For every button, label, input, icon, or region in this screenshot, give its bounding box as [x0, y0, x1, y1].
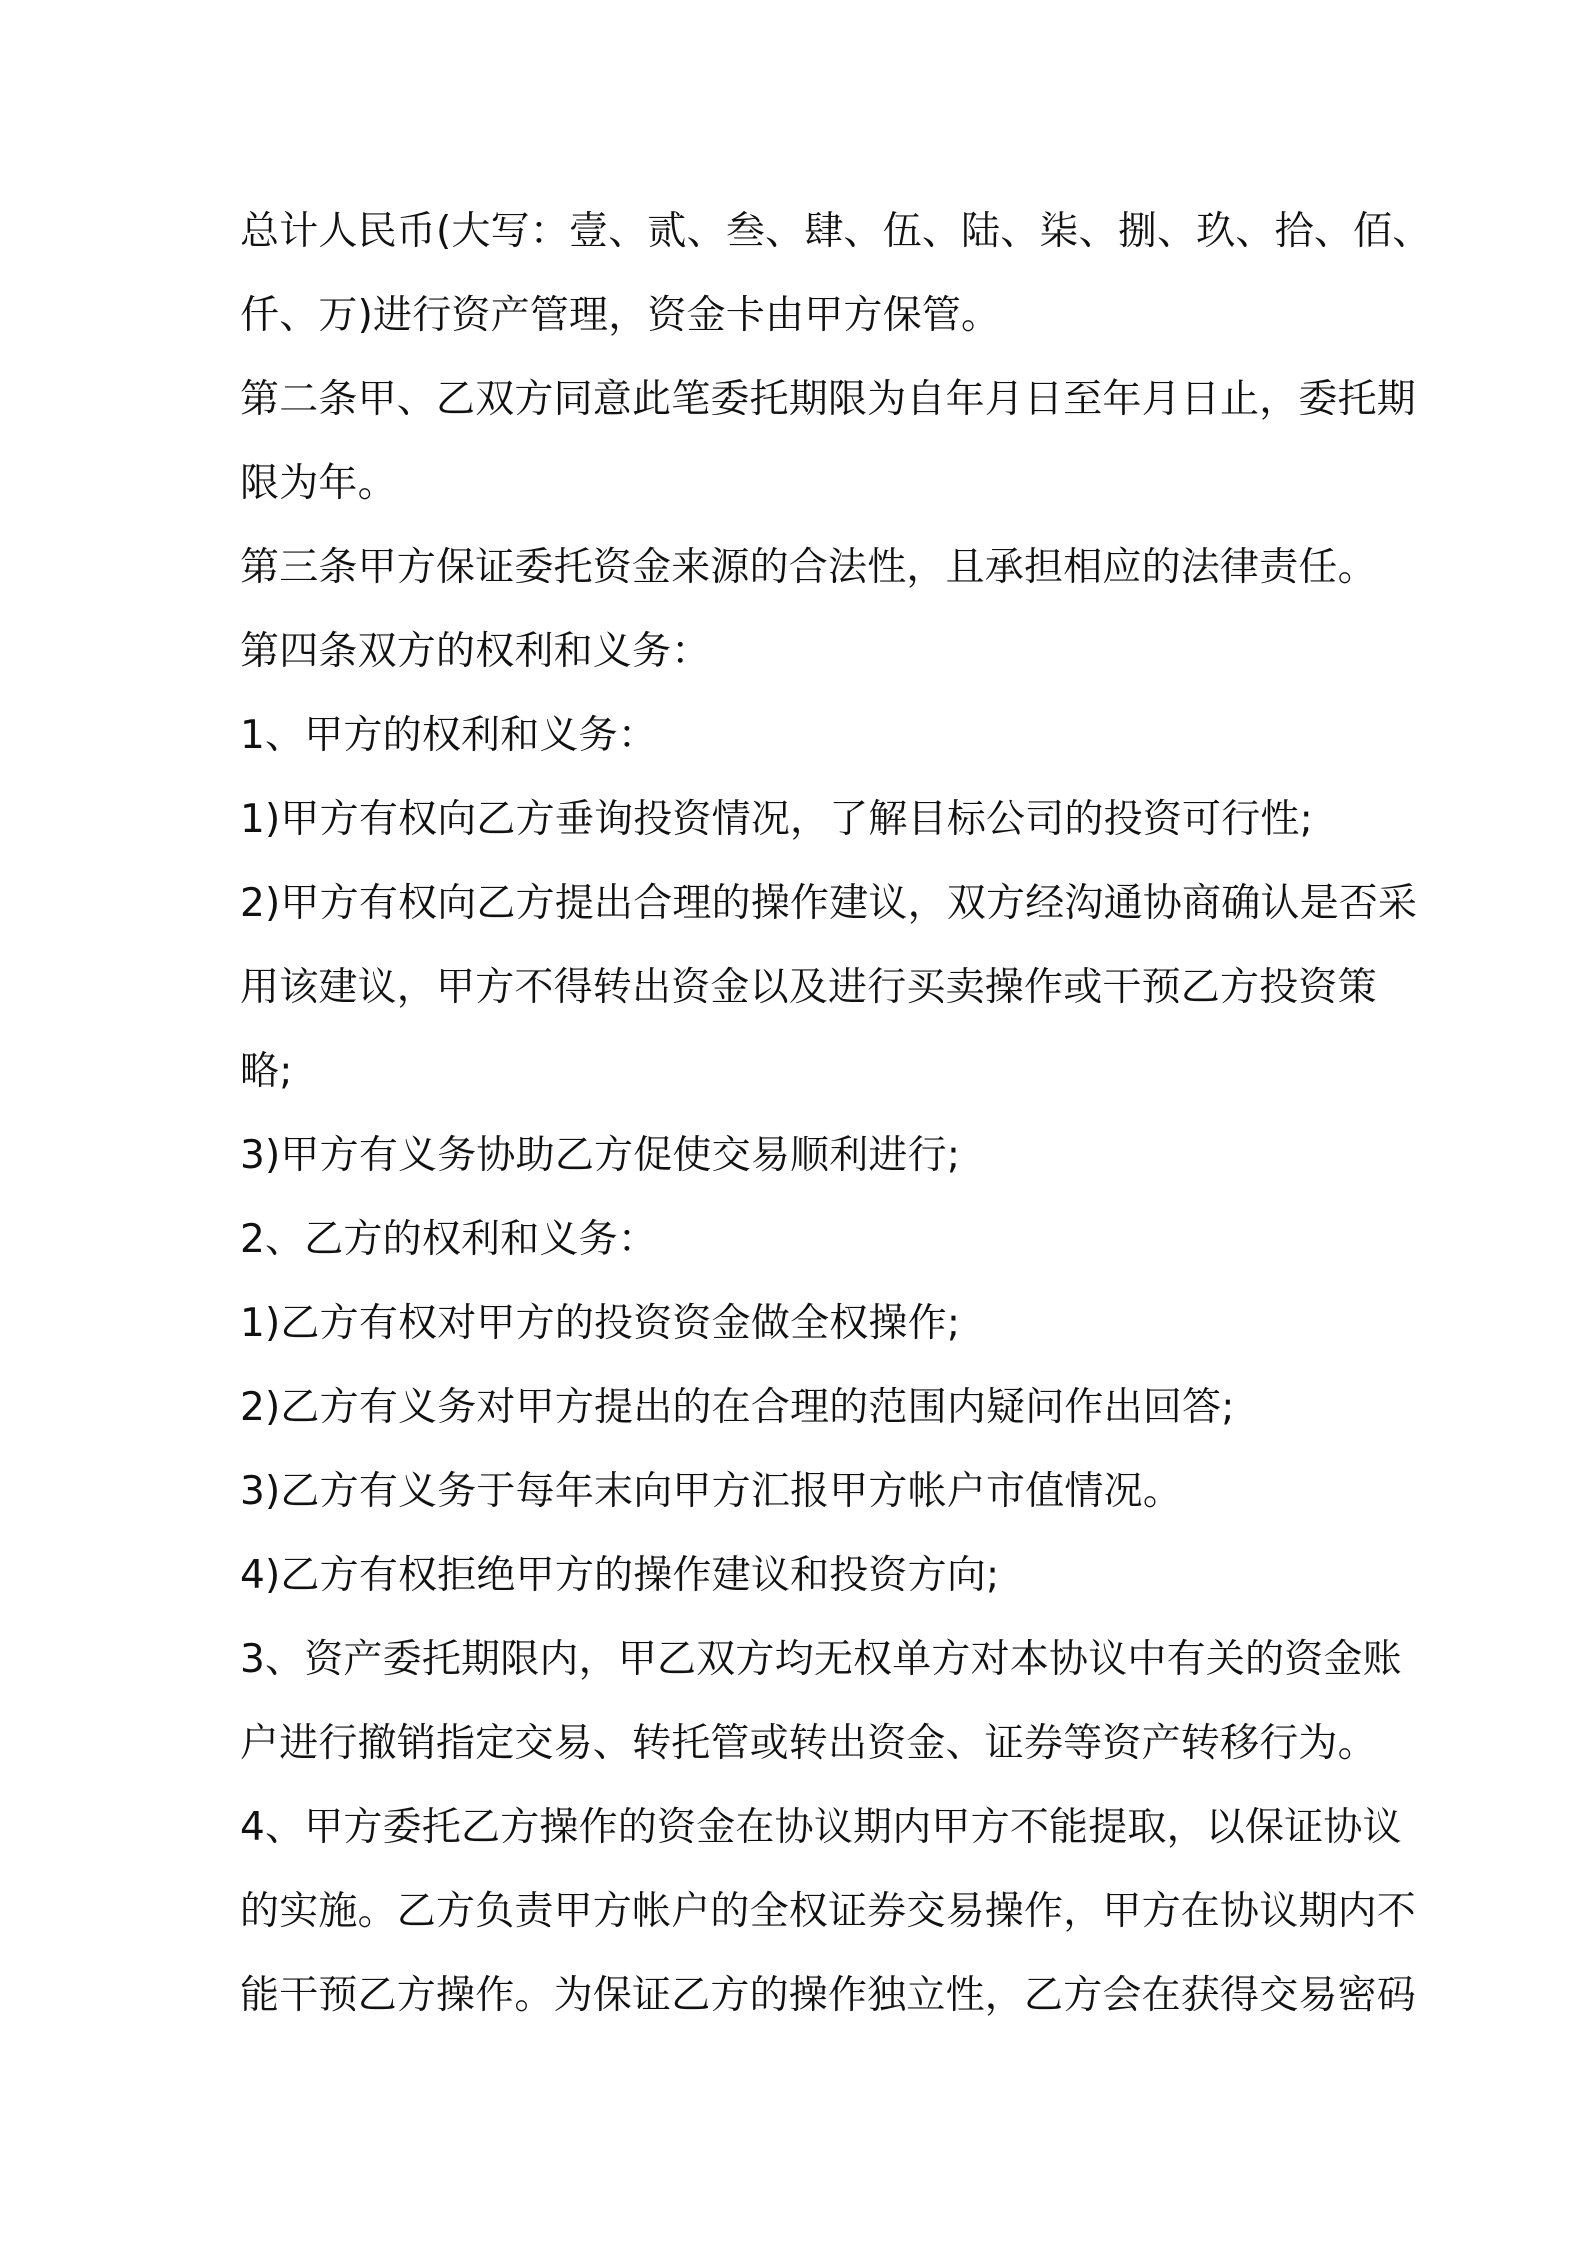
text-line: 3、资产委托期限内，甲乙双方均无权单方对本协议中有关的资金账	[240, 1637, 1402, 1682]
text-line: 4)乙方有权拒绝甲方的操作建议和投资方向;	[240, 1553, 1000, 1598]
text-line: 3)甲方有义务协助乙方促使交易顺利进行;	[240, 1133, 961, 1178]
text-line: 第四条双方的权利和义务：	[240, 629, 711, 674]
text-line: 户进行撤销指定交易、转托管或转出资金、证券等资产转移行为。	[240, 1721, 1377, 1766]
text-line: 2、乙方的权利和义务：	[240, 1217, 658, 1262]
text-line: 4、甲方委托乙方操作的资金在协议期内甲方不能提取，以保证协议	[240, 1805, 1402, 1850]
text-line: 能干预乙方操作。为保证乙方的操作独立性，乙方会在获得交易密码	[240, 1973, 1417, 2018]
text-line: 第三条甲方保证委托资金来源的合法性，且承担相应的法律责任。	[240, 545, 1377, 590]
text-line: 1)甲方有权向乙方垂询投资情况，了解目标公司的投资可行性;	[240, 797, 1313, 842]
text-line: 3)乙方有义务于每年末向甲方汇报甲方帐户市值情况。	[240, 1469, 1183, 1514]
text-line: 2)乙方有义务对甲方提出的在合理的范围内疑问作出回答;	[240, 1385, 1235, 1430]
text-line: 总计人民币(大写：壹、贰、叁、肆、伍、陆、柒、捌、玖、拾、佰、	[240, 209, 1432, 254]
text-line: 仟、万)进行资产管理，资金卡由甲方保管。	[240, 293, 1001, 338]
text-line: 1)乙方有权对甲方的投资资金做全权操作;	[240, 1301, 961, 1346]
text-line: 用该建议，甲方不得转出资金以及进行买卖操作或干预乙方投资策	[240, 965, 1377, 1010]
text-line: 的实施。乙方负责甲方帐户的全权证券交易操作，甲方在协议期内不	[240, 1889, 1417, 1934]
text-line: 2)甲方有权向乙方提出合理的操作建议，双方经沟通协商确认是否采	[240, 881, 1418, 926]
text-line: 限为年。	[240, 461, 397, 506]
text-line: 1、甲方的权利和义务：	[240, 713, 658, 758]
document-body	[240, 190, 1432, 2038]
text-line: 略;	[240, 1049, 293, 1094]
text-line: 第二条甲、乙双方同意此笔委托期限为自年月日至年月日止，委托期	[240, 377, 1417, 422]
